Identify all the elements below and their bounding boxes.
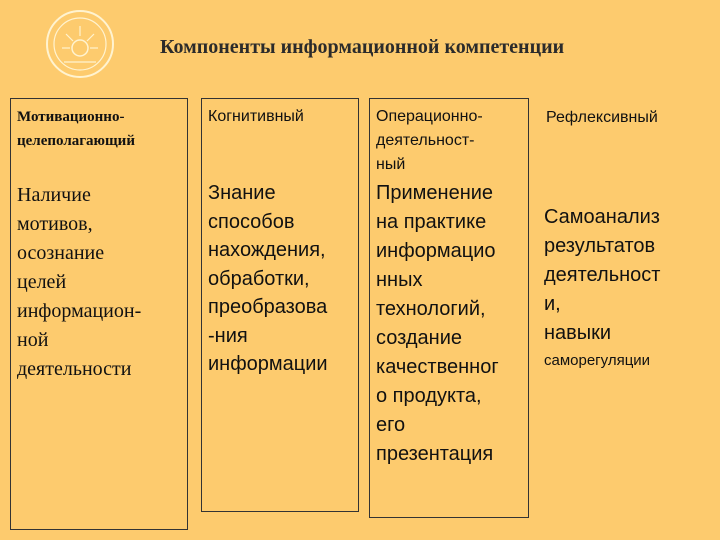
column-cognitive <box>201 98 359 512</box>
column-body-small: саморегуляции <box>544 352 651 369</box>
page-title: Компоненты информационной компетенции <box>160 36 565 58</box>
column-motivational <box>10 98 188 530</box>
column-body: Наличие мотивов, осознание целей информацион- ной деятельности <box>17 184 142 380</box>
column-reflexive <box>540 98 712 518</box>
column-body <box>544 174 710 401</box>
column-header: Мотивационно- целеполагающий <box>17 109 135 149</box>
column-header: Операционно- деятельност- ный <box>376 108 483 173</box>
column-header: Рефлексивный <box>546 109 658 126</box>
column-body-text: Самоанализ результатов деятельност и, навыки <box>544 206 661 344</box>
sun-emblem-icon <box>44 8 116 80</box>
column-operational <box>369 98 529 518</box>
column-header: Когнитивный <box>208 108 304 125</box>
column-body: Применение на практике информацио нных технологий, создание качественног о продукта, его презентация <box>376 182 499 465</box>
column-body: Знание способов нахождения, обработки, преобразова -ния информации <box>208 182 328 375</box>
